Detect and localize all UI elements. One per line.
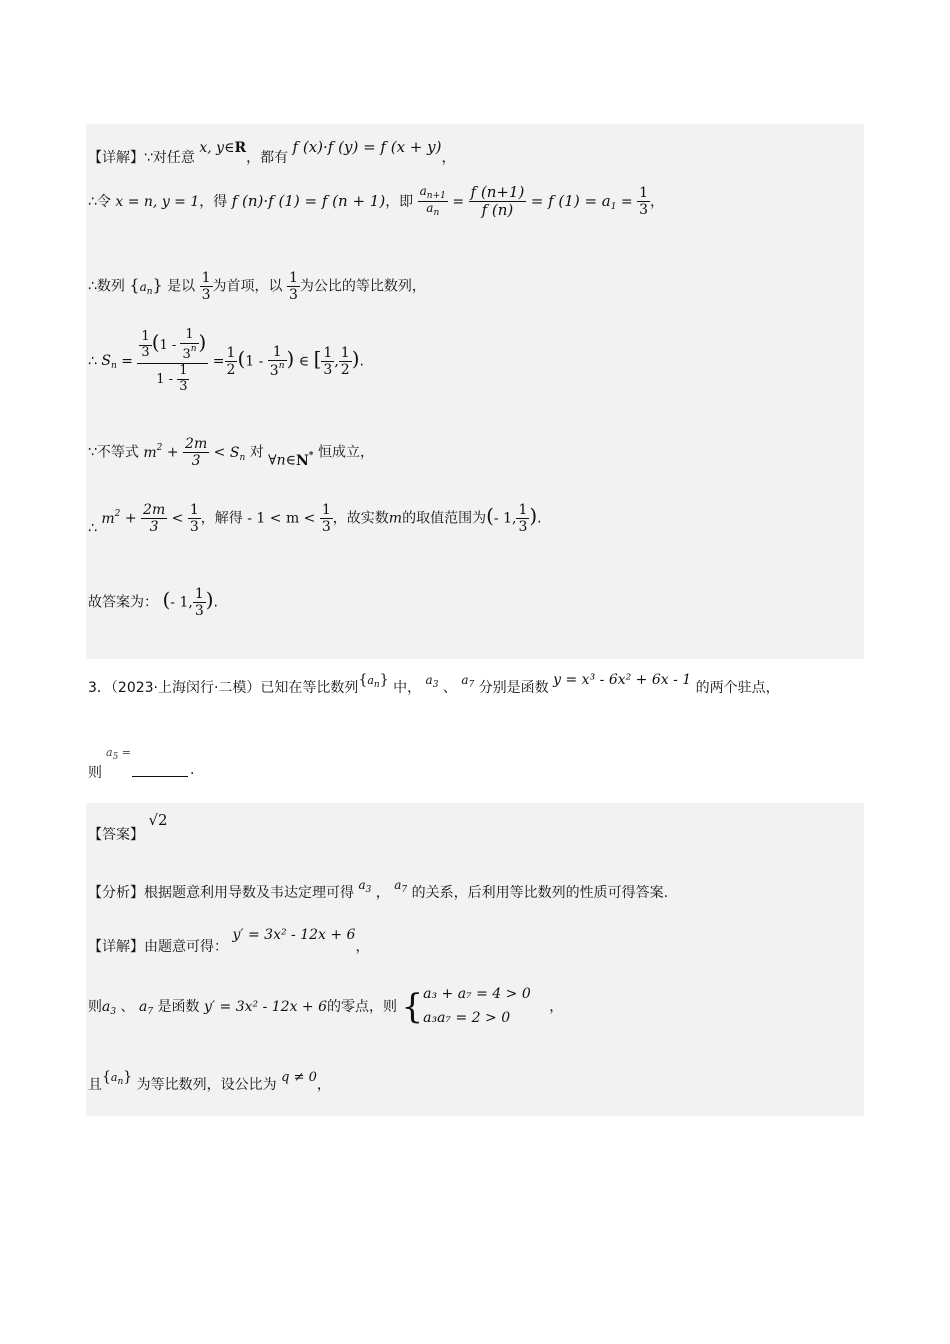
ratio-line: 且$\{a_n\}$ 为等比数列，设公比为 q ≠ 0， <box>88 1069 331 1093</box>
answer-blank[interactable] <box>132 762 188 777</box>
question-3: 3．（2023·上海闵行·二模）已知在等比数列$\{a_n\}$ 中， $a_3$ 、 $a_7$ 分别是函数 y = x³ - 6x² + 6x - 1 的两个驻点， <box>88 672 780 696</box>
detail-line-7-answer: 故答案为： (- 1, $\frac{1}{3}$ ). <box>88 586 218 620</box>
solution-block-q3 <box>86 803 864 1116</box>
sum-formula-fraction: $\frac{1}{3}$ (1 - $\frac{1}{3^n}$ ) 1 - $\frac{1}{3}$ <box>137 328 208 395</box>
detail-line-4-sum: ∴ $S_n$ = $\frac{1}{3}$ (1 - $\frac{1}{3^n}$ ) 1 - $\frac{1}{3}$ = $\frac{1}{2}$ (1 - $\frac{1}{3^n}$ ) ∈ [ $\frac{1}{3}$ , $\frac{1}{2}$ ). <box>88 327 364 394</box>
analysis-line: 【分析】根据题意利用导数及韦达定理可得 $a_3$ ， $a_7$ 的关系，后利用等比数列的性质可得答案. <box>88 878 669 901</box>
zero-points-line: 则$a_3$ 、 $a_7$ 是函数 y′ = 3x² - 12x + 6的零点，则 { a₃ + a₇ = 4 > 0 a₃a₇ = 2 > 0 ， <box>88 983 563 1031</box>
answer-line <box>88 811 168 844</box>
detail-line-1: 【详解】∵对任意 x, y∈R，都有 f (x)·f (y) = f (x + y)， <box>88 138 456 166</box>
functional-equation: f (x)·f (y) = f (x + y) <box>292 138 442 156</box>
cubic-function: y = x³ - 6x² + 6x - 1 <box>553 672 692 688</box>
ratio-fraction: $\frac{a_{n+1}}{a_n}$ <box>419 183 446 219</box>
derivative-eq: y′ = 3x² - 12x + 6 <box>232 927 356 943</box>
solution-block-q2 <box>86 124 864 659</box>
analysis-tag: 【分析】 <box>88 885 144 901</box>
answer-value: √2 <box>148 811 168 829</box>
detail-line-6: ∴ $m^2$ + $\frac{2m}{3}$ < $\frac{1}{3}$ ，解得 - 1 < m < $\frac{1}{3}$ ，故实数m的取值范围为(- 1, $\frac{1}{3}$ ). <box>88 502 542 537</box>
answer-tag: 【答案】 <box>88 827 144 843</box>
detail-tag-2: 【详解】 <box>88 939 144 955</box>
equation-system: { a₃ + a₇ = 4 > 0 a₃a₇ = 2 > 0 <box>401 986 531 1027</box>
detail-line-2: ∴令 x = n, y = 1，得 f (n)·f (1) = f (n + 1)，即 $\frac{a_{n+1}}{a_n}$ = $\frac{f (n+1)}{f (n)}$ = f $(1) = a_1$ = $\frac{1}{3}$ ， <box>88 183 665 220</box>
detail-line-3: ∴数列 $\{a_n\}$ 是以 $\frac{1}{3}$ 为首项，以 $\frac{1}{3}$ 为公比的等比数列， <box>88 270 426 304</box>
detail-line-5: ∵不等式 $m^2$ + $\frac{2m}{3}$ < $S_n$ 对 ∀n∈N* 恒成立， <box>88 436 374 470</box>
detail-tag: 【详解】 <box>88 150 144 166</box>
detail-derivative-line: 【详解】由题意可得： y′ = 3x² - 12x + 6， <box>88 927 370 955</box>
